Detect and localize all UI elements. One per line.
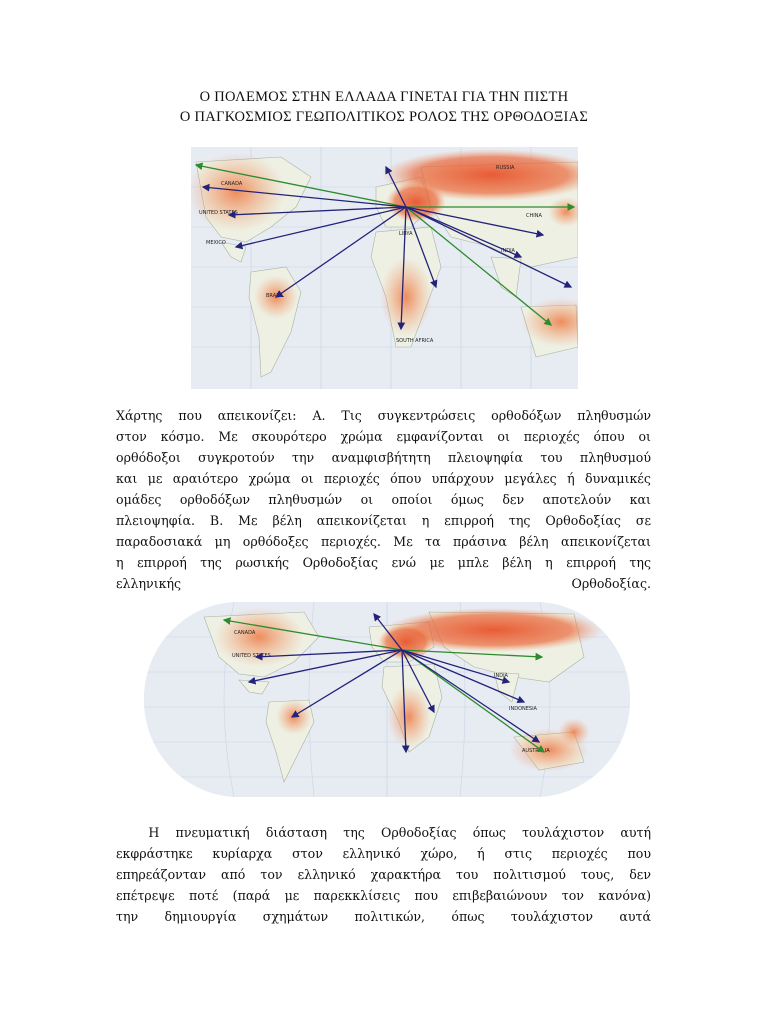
caption-line: η επιρροή της ρωσικής Ορθοδοξίας ενώ με μπλε βέλη η επιρροή της: [116, 555, 651, 570]
body-line: επηρεάζονταν από τον ελληνικό χαρακτήρα του πολιτισμού τους, δεν: [116, 867, 651, 882]
label-south-africa: SOUTH AFRICA: [396, 338, 434, 344]
label-india: INDIA: [494, 673, 508, 679]
label-russia: RUSSIA: [496, 165, 515, 171]
label-united-states: UNITED STATES: [199, 210, 238, 216]
label-brazil: BRAZIL: [266, 293, 284, 299]
orthodoxy-influence-map-rectangular: [191, 147, 578, 389]
map-caption: [116, 405, 651, 594]
label-australia: AUSTRALIA: [522, 748, 550, 754]
label-united-states: UNITED STATES: [232, 653, 271, 659]
caption-line: ορθόδοξοι συγκροτούν την αναμφισβήτητη πλειοψηφία του πληθυσμού: [116, 450, 651, 465]
body-line: την δημιουργία σχημάτων πολιτικών, όπως τουλάχιστον αυτά: [116, 909, 651, 924]
body-line: επέτρεψε ποτέ (παρά με παρεκκλίσεις που επιβεβαιώνουν τον κανόνα): [116, 888, 651, 903]
orthodoxy-influence-map-oval: [144, 602, 630, 797]
caption-line: και με αραιότερο χρώμα οι περιοχές όπου υπάρχουν μεγάλες ή δυναμικές: [116, 471, 651, 486]
label-canada: CANADA: [234, 630, 256, 636]
label-mexico: MEXICO: [206, 240, 226, 246]
caption-line: στον κόσμο. Με σκουρότερο χρώμα εμφανίζονται οι περιοχές όπου οι: [116, 429, 651, 444]
caption-line: ελληνικής Ορθοδοξίας.: [116, 576, 651, 591]
label-canada: CANADA: [221, 181, 243, 187]
document-title-line-1: Ο ΠΟΛΕΜΟΣ ΣΤΗΝ ΕΛΛΑΔΑ ΓΙΝΕΤΑΙ ΓΙΑ ΤΗΝ ΠΙΣΤΗ: [199, 89, 569, 105]
label-india: INDIA: [501, 248, 515, 254]
body-paragraph: [116, 822, 651, 927]
document-title-line-2: Ο ΠΑΓΚΟΣΜΙΟΣ ΓΕΩΠΟΛΙΤΙΚΟΣ ΡΟΛΟΣ ΤΗΣ ΟΡΘΟΔΟΞΙΑΣ: [179, 109, 589, 125]
label-china: CHINA: [526, 213, 542, 219]
body-line: Η πνευματική διάσταση της Ορθοδοξίας όπως τουλάχιστον αυτή: [116, 825, 651, 840]
caption-line: πλειοψηφία. Β. Με βέλη απεικονίζεται η επιρροή της Ορθοδοξίας σε: [116, 513, 651, 528]
caption-line: ομάδες ορθοδόξων πληθυσμών οι οποίοι όμως δεν αποτελούν και: [116, 492, 651, 507]
caption-line: Χάρτης που απεικονίζει: Α. Τις συγκεντρώσεις ορθοδόξων πληθυσμών: [116, 408, 651, 423]
caption-line: παραδοσιακά μη ορθόδοξες περιοχές. Με τα πράσινα βέλη απεικονίζεται: [116, 534, 651, 549]
label-indonesia: INDONESIA: [509, 706, 537, 712]
label-libya: LIBYA: [399, 231, 413, 237]
body-line: εκφράστηκε κυρίαρχα στον ελληνικό χώρο, ή στις περιοχές που: [116, 846, 651, 861]
